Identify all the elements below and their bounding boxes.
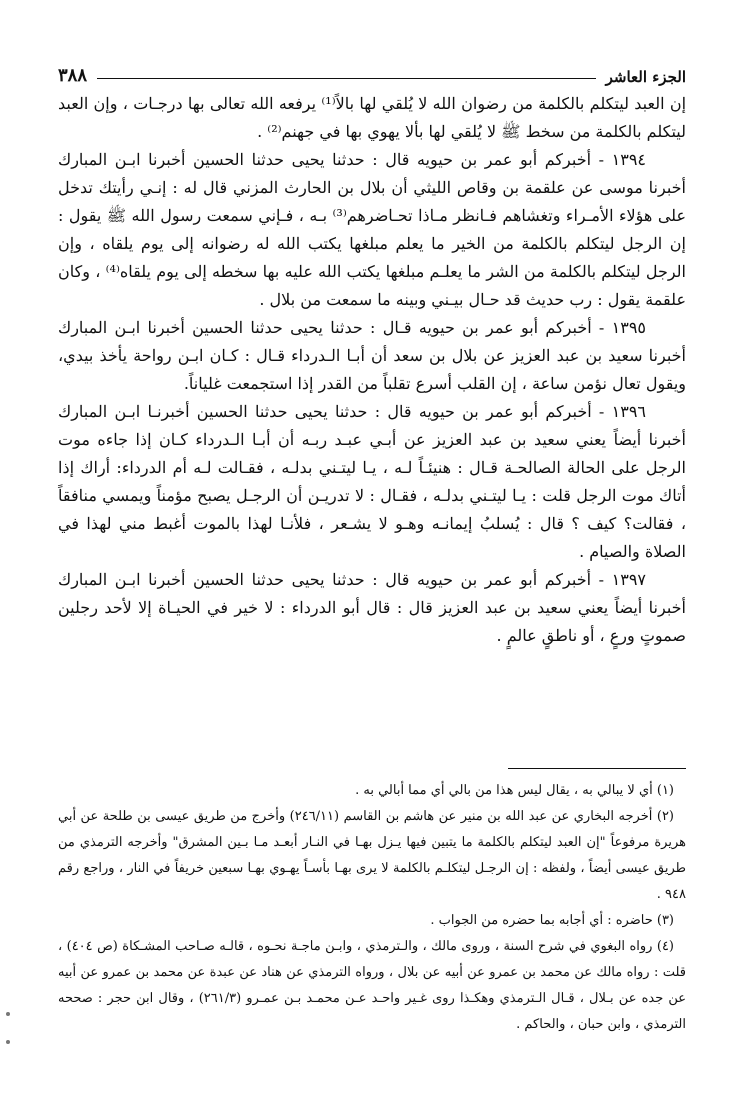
hadith-1394: ١٣٩٤ - أخبركم أبو عمر بن حيويه قال : حدثنا يحيى حدثنا الحسين أخبرنا ابـن المبارك أخبرنا موسى عن علقمة بن وقاص الليثي أن بلال بن الحارث المزني قال له : إنـي رأيتك تدخل على هؤلاء الأمـراء وتغشاهم فـانظر مـاذا تحـاضرهم⁽³⁾ بـه ، فـإني سمعت رسول الله ﷺ يقول : إن الرجل ليتكلم بالكلمة من الخير ما يعلم مبلغها يكتب الله له رضوانه إلى يوم يلقاه ، وإن الرجل ليتكلم بالكلمة من الشر ما يعلـم مبلغها يكتب الله عليه بها سخطه إلى يوم يلقاه⁽⁴⁾ ، وكان علقمة يقول : رب حديث قد حـال بيـني وبينه ما سمعت من بلال .: [58, 150, 687, 309]
header-rule: [97, 78, 596, 79]
footnotes: [58, 778, 686, 1038]
footnote-4: (٤) رواه البغوي في شرح السنة ، وروى مالك ، والـترمذي ، وابـن ماجـة نحـوه ، قالـه صـاحب المشـكاة (ص ٤٠٤) ، قلت : رواه مالك عن محمد بن عمرو عن أبيه عن بلال ، ورواه الترمذي عن هناد عن عبدة عن محمد بن عمرو عن أبيه عن جده عن بـلال ، قـال الـترمذي وهكـذا روى غـير واحـد عـن محمـد بـن عمـرو (٢٦١/٣) ، وقال ابن حجر : صححه الترمذي ، وابن حبان ، والحاكم .: [58, 939, 687, 1032]
hadith-1395: ١٣٩٥ - أخبركم أبو عمر بن حيويه قـال : حدثنا يحيى حدثنا الحسين أخبرنا ابـن المبارك أخبرنا سعيد بن عبد العزيز عن بلال بن سعد أن أبـا الـدرداء قـال : كـان ابـن رواحة يأخذ بيدي، ويقول تعال نؤمن ساعة ، إن القلب أسرع تقلباً من القدر إذا استجمعت غلياناً.: [58, 318, 686, 393]
hadith-1396: ١٣٩٦ - أخبركم أبو عمر بن حيويه قال : حدثنا يحيى حدثنا الحسين أخبرنـا ابـن المبارك أخبرنا أيضاً يعني سعيد بن عبد العزيز عن أبـي عبـد ربـه أن أبـا الـدرداء كـان إذا جاءه موت الرجل على الحالة الصالحـة قـال : هنيئـاً لـه ، يـا ليتـني بدلـه ، فقـالت لـه أم الدرداء: أراك إذا أتاك موت الرجل قلت : يـا ليتـني بدلـه ، فقـال : لا تدريـن أن الرجـل يصبح مؤمناً ويمسي منافقاً ، فقالت؟ كيف ؟ قال : يُسلبُ إيمانـه وهـو لا يشـعر ، فلأنـا لهذا بالموت أغبط مني لهذا في الصلاة والصيام .: [58, 402, 686, 561]
footnote-1: (١) أي لا يبالي به ، يقال ليس هذا من بالي أي مما أبالي به .: [355, 783, 674, 798]
part-title: الجزء العاشر: [605, 68, 686, 86]
page-header: [58, 62, 686, 86]
page-number: ٣٨٨: [58, 65, 88, 86]
footnote-2: (٢) أخرجه البخاري عن عبد الله بن منير عن هاشم بن القاسم (٢٤٦/١١) وأخرج من طريق عيسى بن طلحة عن أبي هريرة مرفوعاً "إن العبد ليتكلم بالكلمة ما يتبين فيها يـزل بهـا في النـار أبعـد مـا بـين المشرق" وأخرجه الترمذي من طريق عيسى أيضاً ، ولفظه : إن الرجـل ليتكلـم بالكلمة لا يرى بهـا بأسـاً يهـوي بهـا سبعين خريفاً في النار ، وراجع رقم ٩٤٨ .: [58, 809, 686, 902]
main-text: [58, 90, 686, 650]
hadith-1397: ١٣٩٧ - أخبركم أبو عمر بن حيويه قال : حدثنا يحيى حدثنا الحسين أخبرنا ابـن المبارك أخبرنا أيضاً يعني سعيد بن عبد العزيز قال : قال أبو الدرداء : لا خير في الحيـاة إلا لأحد رجلين صموتٍ ورعٍ ، أو ناطقٍ عالمٍ .: [58, 570, 686, 645]
scan-speck: [6, 1040, 10, 1044]
scan-speck: [6, 1012, 10, 1016]
footnotes-separator: [508, 768, 686, 769]
footnote-3: (٣) حاضره : أي أجابه بما حضره من الجواب .: [430, 913, 674, 928]
paragraph-continuation: إن العبد ليتكلم بالكلمة من رضوان الله لا يُلقي لها بالاً⁽¹⁾ يرفعه الله تعالى بها درجـات ، وإن العبد ليتكلم بالكلمة من سخط ﷺ لا يُلقي لها بألا يهوي بها في جهنم⁽²⁾ .: [58, 94, 687, 141]
